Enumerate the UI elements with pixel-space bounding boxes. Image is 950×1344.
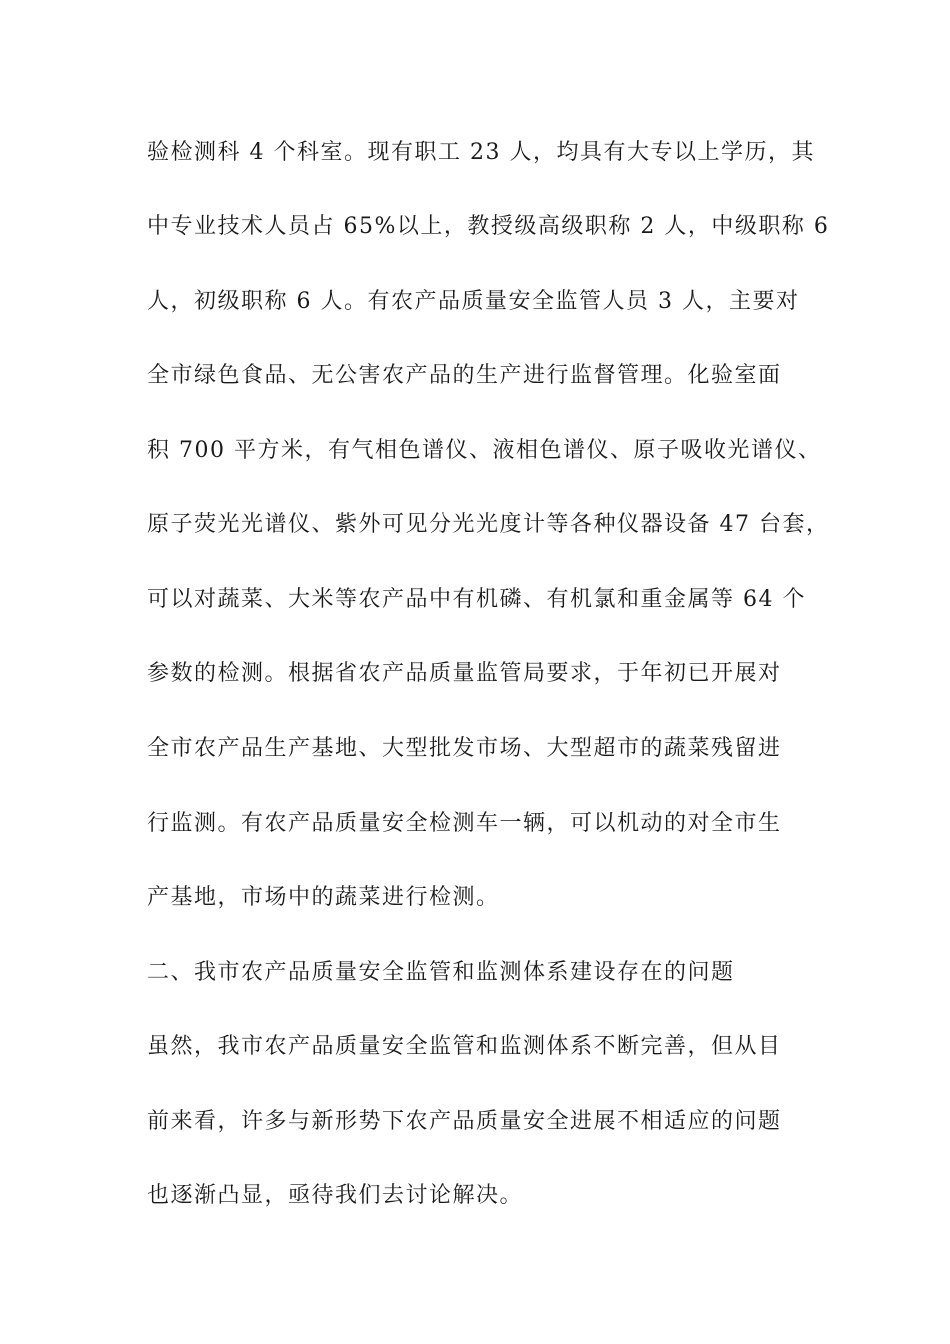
- text-line-11: 产基地，市场中的蔬菜进行检测。: [147, 885, 500, 910]
- text-line-15: 也逐渐凸显，亟待我们去讨论解决。: [147, 1183, 524, 1208]
- text-line-6: 原子荧光光谱仪、紫外可见分光光度计等各种仪器设备 47 台套，: [147, 512, 830, 537]
- text-line-9: 全市农产品生产基地、大型批发市场、大型超市的蔬菜残留进: [147, 736, 782, 761]
- text-line-14: 前来看，许多与新形势下农产品质量安全进展不相适应的问题: [147, 1109, 782, 1134]
- text-line-1: 验检测科 4 个科室。现有职工 23 人，均具有大专以上学历，其: [147, 140, 815, 165]
- text-line-7: 可以对蔬菜、大米等农产品中有机磷、有机氯和重金属等 64 个: [147, 587, 806, 612]
- text-line-2: 中专业技术人员占 65%以上，教授级高级职称 2 人，中级职称 6: [147, 214, 830, 239]
- text-line-3: 人，初级职称 6 人。有农产品质量安全监管人员 3 人，主要对: [147, 289, 800, 314]
- text-line-10: 行监测。有农产品质量安全检测车一辆，可以机动的对全市生: [147, 811, 782, 836]
- text-line-5: 积 700 平方米，有气相色谱仪、液相色谱仪、原子吸收光谱仪、: [147, 438, 822, 463]
- section-heading: 二、我市农产品质量安全监管和监测体系建设存在的问题: [147, 960, 735, 985]
- text-line-4: 全市绿色食品、无公害农产品的生产进行监督管理。化验室面: [147, 363, 782, 388]
- text-line-8: 参数的检测。根据省农产品质量监管局要求，于年初已开展对: [147, 661, 782, 686]
- text-line-13: 虽然，我市农产品质量安全监管和监测体系不断完善，但从目: [147, 1034, 782, 1059]
